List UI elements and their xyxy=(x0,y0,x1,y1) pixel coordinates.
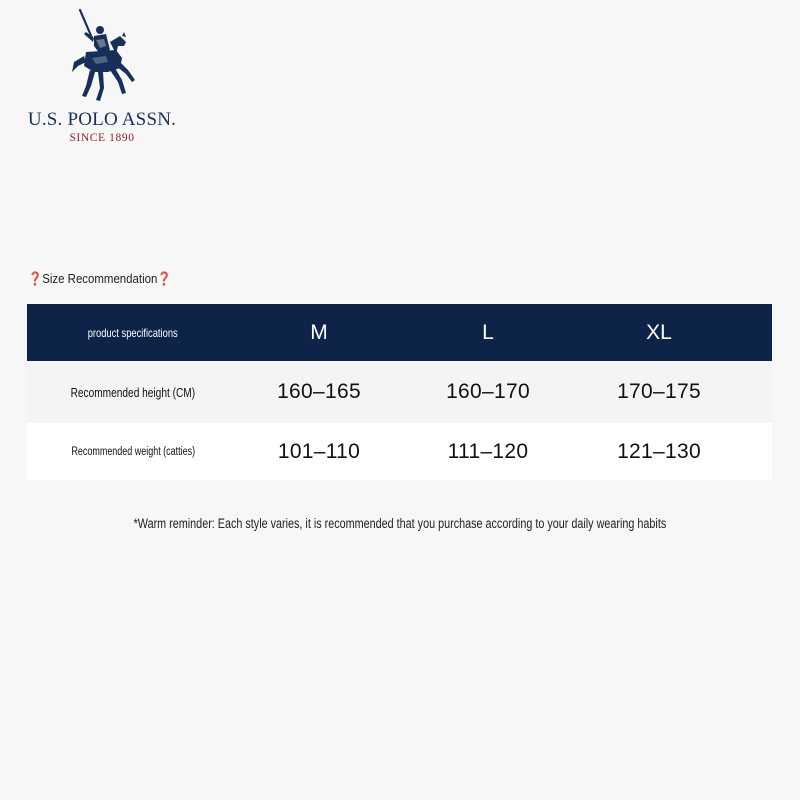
section-title: ❓Size Recommendation❓ xyxy=(28,271,172,286)
header-cell-size-m xyxy=(234,304,404,361)
height-xl-cell xyxy=(573,361,745,423)
size-table xyxy=(27,304,772,480)
brand-since: SINCE 1890 xyxy=(69,132,135,144)
header-cell-size-l xyxy=(403,304,573,361)
header-label: product specifications xyxy=(87,325,179,340)
table-row xyxy=(27,361,772,423)
weight-m-value: 101–110 xyxy=(277,439,361,463)
weight-m-cell xyxy=(234,423,404,480)
table-row xyxy=(27,423,772,480)
height-m-cell xyxy=(234,361,404,423)
size-l-label: L xyxy=(482,320,494,344)
size-m-label: M xyxy=(310,320,328,344)
brand-logo xyxy=(20,6,185,146)
weight-l-cell xyxy=(403,423,573,480)
header-cell-spec xyxy=(27,304,239,361)
weight-xl-value: 121–130 xyxy=(617,439,701,463)
brand-name: U.S. POLO ASSN. xyxy=(27,109,177,130)
size-xl-label: XL xyxy=(646,320,672,344)
height-m-value: 160–165 xyxy=(277,380,361,403)
header-cell-size-xl xyxy=(573,304,745,361)
warm-reminder-text: *Warm reminder: Each style varies, it is recommended that you purchase according to your daily wearing habits xyxy=(133,516,667,531)
height-row-label: Recommended height (CM) xyxy=(70,384,196,400)
height-xl-value: 170–175 xyxy=(617,380,701,403)
height-l-cell xyxy=(403,361,573,423)
row-label-cell xyxy=(27,423,239,480)
weight-xl-cell xyxy=(573,423,745,480)
weight-row-label: Recommended weight (catties) xyxy=(71,445,195,458)
table-header-row xyxy=(27,304,772,361)
height-l-value: 160–170 xyxy=(446,380,530,403)
polo-player-on-horse-icon xyxy=(60,6,140,108)
weight-l-value: 111–120 xyxy=(447,439,529,463)
row-label-cell xyxy=(27,361,239,423)
warm-reminder xyxy=(0,516,800,531)
